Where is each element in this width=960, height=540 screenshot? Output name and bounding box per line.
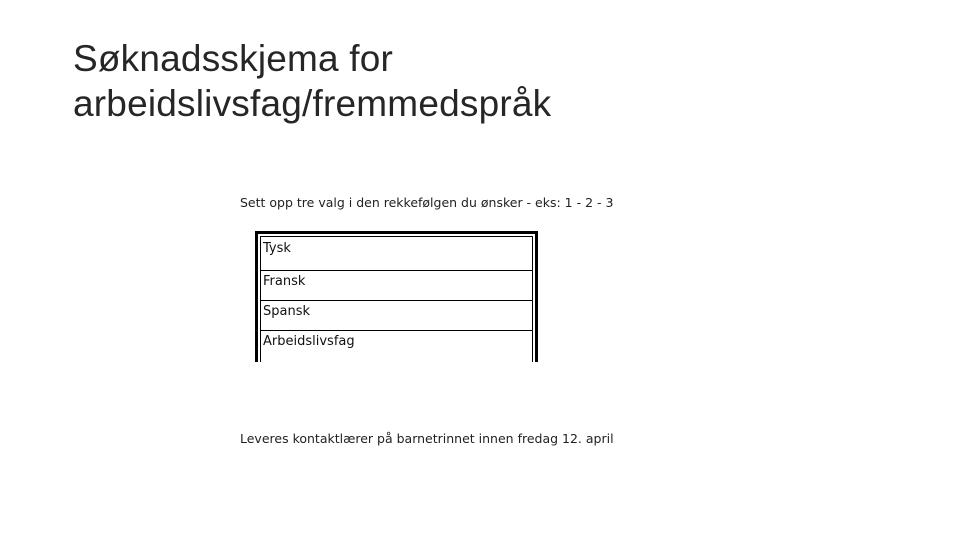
instruction-text: Sett opp tre valg i den rekkefølgen du ønsker - eks: 1 - 2 - 3 [240, 195, 614, 210]
slide-title-line-1: Søknadsskjema for [73, 38, 394, 79]
delivery-note: Leveres kontaktlærer på barnetrinnet innen fredag 12. april [240, 431, 614, 446]
choice-row-spansk[interactable] [261, 301, 532, 331]
choice-label: Arbeidslivsfag [263, 334, 355, 349]
choice-row-arbeidslivsfag[interactable] [261, 331, 532, 361]
choice-label: Spansk [263, 304, 311, 319]
choice-label: Fransk [263, 274, 306, 289]
choice-label: Tysk [263, 241, 291, 256]
slide-title-line-2: arbeidslivsfag/fremmedspråk [73, 83, 552, 124]
choice-row-tysk[interactable] [261, 237, 532, 271]
choice-table [255, 231, 538, 362]
slide-title [73, 36, 893, 126]
choice-row-fransk[interactable] [261, 271, 532, 301]
choice-table-inner [260, 236, 533, 362]
